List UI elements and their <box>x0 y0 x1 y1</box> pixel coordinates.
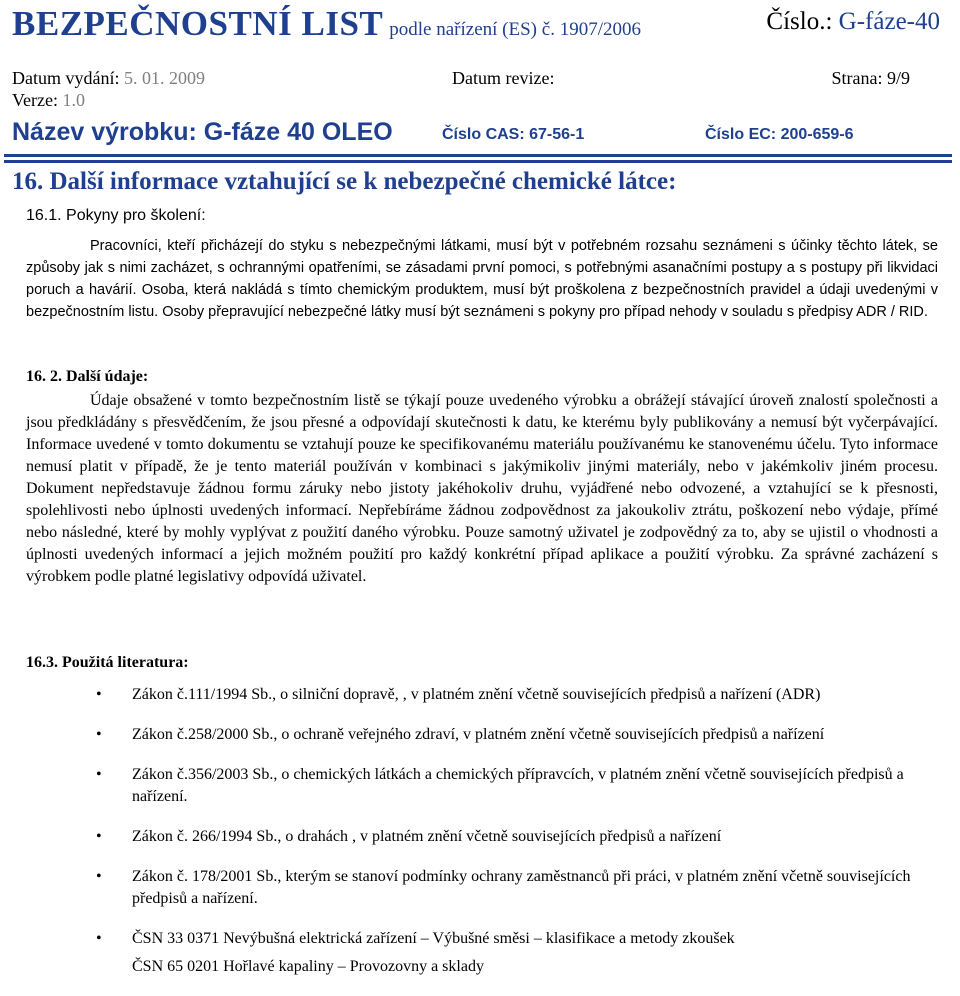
subsection-heading-16-1: 16.1. Pokyny pro školení: <box>26 207 206 224</box>
literature-text: ČSN 33 0371 Nevýbušná elektrická zařízení – Výbušné směsi – klasifikace a metody zkoušek <box>132 930 735 947</box>
version-label: Verze: <box>12 90 58 110</box>
literature-text: Zákon č.258/2000 Sb., o ochraně veřejného zdraví, v platném znění včetně souvisejících předpisů a nařízení <box>132 726 825 743</box>
subsection-heading-16-3: 16.3. Použitá literatura: <box>26 654 189 671</box>
list-item <box>96 866 952 910</box>
product-name <box>12 118 393 146</box>
product-value: G-fáze 40 OLEO <box>203 118 393 146</box>
version-value: 1.0 <box>62 90 85 110</box>
issue-date <box>12 68 205 89</box>
bullet-icon: • <box>96 686 102 703</box>
product-row <box>12 118 952 147</box>
literature-text: ČSN 65 0201 Hořlavé kapaliny – Provozovny a sklady <box>132 958 484 975</box>
literature-text: Zákon č. 178/2001 Sb., kterým se stanoví podmínky ochrany zaměstnanců při práci, v platném znění včetně souvisejících předpisů a nařízení. <box>132 868 911 907</box>
additional-info-paragraph: Údaje obsažené v tomto bezpečnostním listě se týkají pouze uvedeného výrobku a obrážejí stávající úroveň znalostí společnosti a jsou předkládány s přesvědčením, že jsou přesné a odpovídají skutečnosti k datu, ke kterému byly publikovány a nemusí být vyčerpávající. Informace uvedené v tomto dokumentu se vztahují pouze ke specifikovanému materiálu používanému ke stanovenému účelu. Tyto informace nemusí platit v případě, že je tento materiál používán v kombinaci s jakýmikoliv jinými materiály, nebo v jakémkoliv jiném procesu. Dokument nepředstavuje žádnou formu záruky nebo jistoty jakéhokoliv druhu, vyjádřené nebo odvozené, a vztahující se k přesnosti, spolehlivosti nebo úplnosti uvedených informací. Nepřebíráme žádnou zodpovědnost za jakoukoliv ztrátu, poškození nebo výdaje, přímé nebo následné, které by mohly vyplývat z použití daného výrobku. Pouze samotný uživatel je zodpovědný za to, aby se ujistil o vhodnosti a úplnosti uvedených informací a jejich možném použití pro každý konkrétní případ aplikace a použití výrobku. Za správné zacházení s výrobkem podle platné legislativy odpovídá uživatel. <box>26 392 938 585</box>
revision-date-label: Datum revize: <box>452 68 555 88</box>
title-text: BEZPEČNOSTNÍ LIST <box>12 4 384 43</box>
document-number <box>766 8 940 36</box>
list-item <box>96 928 952 950</box>
list-item <box>96 684 952 706</box>
document-number-label: Číslo.: <box>766 8 833 35</box>
document-title <box>12 4 641 44</box>
section-title: 16. Další informace vztahující se k nebezpečné chemické látce: <box>12 168 677 195</box>
bullet-icon: • <box>96 828 102 845</box>
header-divider-bottom <box>4 160 952 163</box>
bullet-icon: • <box>96 726 102 743</box>
literature-text: Zákon č. 266/1994 Sb., o drahách , v platném znění včetně souvisejících předpisů a nařízení <box>132 828 722 845</box>
list-item <box>96 956 952 978</box>
page-number: Strana: 9/9 <box>831 68 910 88</box>
subsection-heading-16-2: 16. 2. Další údaje: <box>26 368 149 385</box>
literature-text: Zákon č.111/1994 Sb., o silniční dopravě, , v platném znění včetně souvisejících předpisů a nařízení (ADR) <box>132 686 821 703</box>
document-number-value: G-fáze-40 <box>838 8 940 35</box>
ec-number: Číslo EC: 200-659-6 <box>705 126 854 143</box>
revision-date <box>452 68 554 89</box>
issue-date-value: 5. 01. 2009 <box>123 68 205 88</box>
literature-text: Zákon č.356/2003 Sb., o chemických látkách a chemických přípravcích, v platném znění včetně souvisejících předpisů a nařízení. <box>132 766 904 805</box>
regulation-text: podle nařízení (ES) č. 1907/2006 <box>389 19 641 40</box>
product-label: Název výrobku: <box>12 118 197 146</box>
issue-date-label: Datum vydání: <box>12 68 120 88</box>
training-paragraph: Pracovníci, kteří přicházejí do styku s nebezpečnými látkami, musí být v potřebném rozsahu seznámeni s účinky těchto látek, se způsoby jak s nimi zacházet, s ochrannými opatřeními, se zásadami první pomoci, s potřebnými asanačními postupy a s postupy při likvidaci poruch a havárií. Osoba, která nakládá s tímto chemickým produktem, musí být proškolena z bezpečnostních pravidel a údaji uvedenými v bezpečnostním listu. Osoby přepravující nebezpečné látky musí být seznámeni s pokyny pro případ nehody v souladu s předpisy ADR / RID. <box>26 238 938 320</box>
version <box>12 90 85 111</box>
bullet-icon: • <box>96 868 102 885</box>
literature-list <box>96 684 952 996</box>
bullet-icon: • <box>96 930 102 947</box>
list-item <box>96 764 952 808</box>
header-divider-top <box>4 154 952 157</box>
list-item <box>96 826 952 848</box>
bullet-icon: • <box>96 766 102 783</box>
cas-number: Číslo CAS: 67-56-1 <box>442 126 585 143</box>
list-item <box>96 724 952 746</box>
